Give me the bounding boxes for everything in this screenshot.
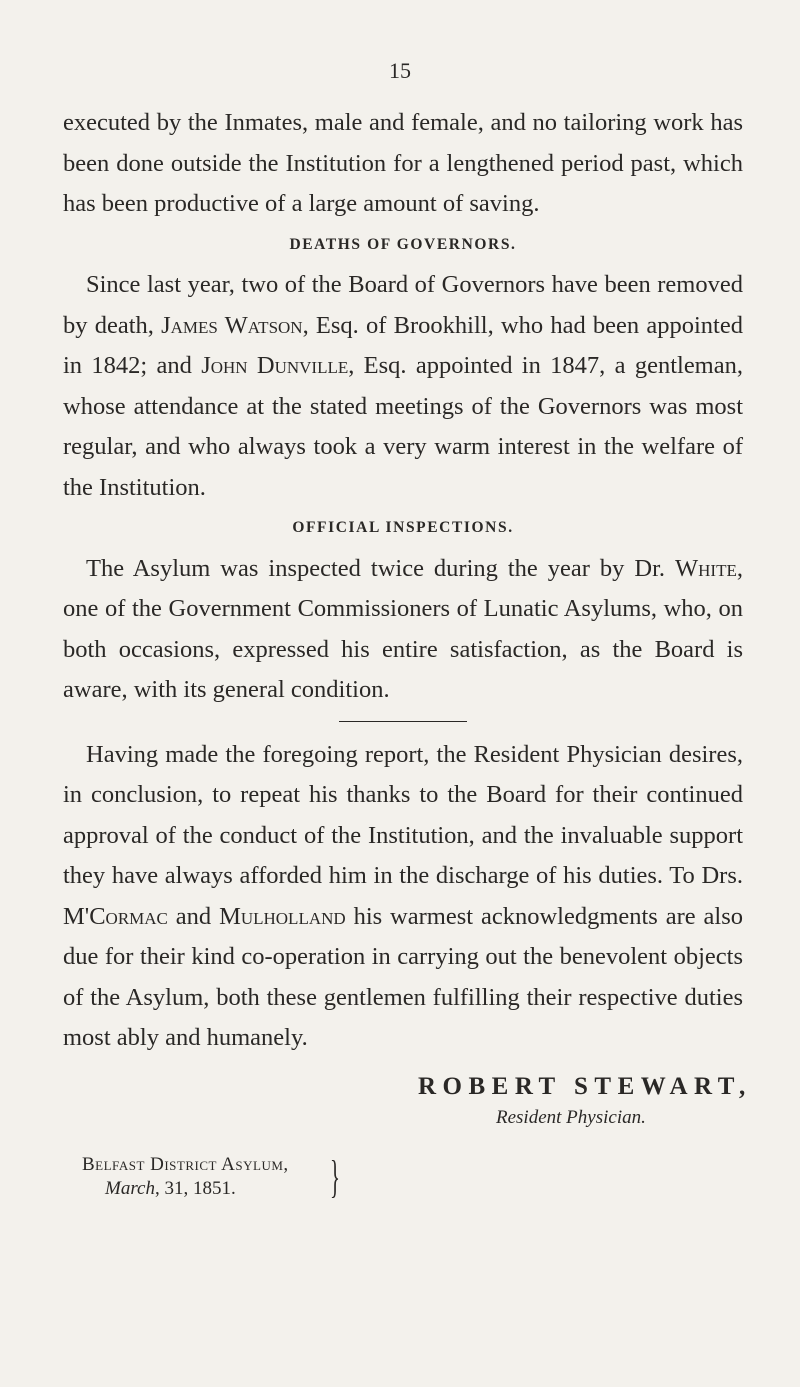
- date-rest: , 31, 1851.: [154, 1178, 236, 1199]
- brace-glyph: }: [330, 1151, 340, 1202]
- inspector-name: White: [675, 554, 737, 582]
- date-month: March: [105, 1178, 155, 1199]
- paragraph-text: and: [167, 902, 220, 930]
- paragraph-text: , Esq. appointed in 1847, a gentleman, whose attendance at the stated meetings of the Governors was most regular, and who always took a very warm interest in the welfare of the Institution.: [63, 352, 743, 501]
- place-and-date: [82, 1153, 289, 1201]
- paragraph-text: Since last year, two of the Board of Governors have been removed by death,: [63, 271, 743, 339]
- body-text: [63, 103, 743, 1059]
- governor-name: John Dunville: [201, 352, 349, 379]
- heading-deaths-of-governors: DEATHS OF GOVERNORS.: [289, 235, 517, 253]
- paragraph-text: , one of the Government Commissioners of Lunatic Asylums, who, on both occasions, expressed his entire satisfaction, as the Board is aware, with its general condition.: [63, 554, 743, 703]
- page-number: 15: [389, 58, 411, 83]
- doctor-name: Mulholland: [219, 902, 346, 930]
- paragraph-deaths: [63, 265, 743, 508]
- signature-title: Resident Physician.: [496, 1107, 646, 1128]
- governor-name: James Watson: [161, 311, 303, 339]
- date-line: [82, 1177, 289, 1201]
- paragraph-inmates-work: [63, 103, 743, 225]
- heading-official-inspections: OFFICIAL INSPECTIONS.: [292, 519, 514, 536]
- paragraph-text: his warmest acknowledgments are also due for their kind co-operation in carrying out the benevolent objects of the Asylum, both these gentlemen fulfilling their respective duties most ably and humanely.: [63, 902, 744, 1051]
- paragraph-text: Having made the foregoing report, the Resident Physician desires, in conclusion, to repeat his thanks to the Board for their continued approval of the conduct of the Institution, and the invaluable support they have always afforded him in the discharge of his duties. To Drs.: [63, 740, 743, 889]
- doctor-name: M'Cormac: [63, 902, 168, 930]
- signature-name: ROBERT STEWART,: [418, 1073, 752, 1100]
- paragraph-text: , Esq. of Brookhill, who had been appointed in 1842; and: [63, 311, 743, 379]
- paragraph-inspections: [63, 549, 743, 711]
- paragraph-conclusion: [63, 735, 743, 1059]
- paragraph-text: executed by the Inmates, male and female, and no tailoring work has been done outside the Institution for a lengthened period past, which has been productive of a large amount of saving.: [63, 109, 743, 217]
- place-line: Belfast District Asylum,: [82, 1154, 289, 1175]
- paragraph-text: The Asylum was inspected twice during the year by Dr.: [86, 554, 676, 582]
- section-divider: [339, 721, 467, 722]
